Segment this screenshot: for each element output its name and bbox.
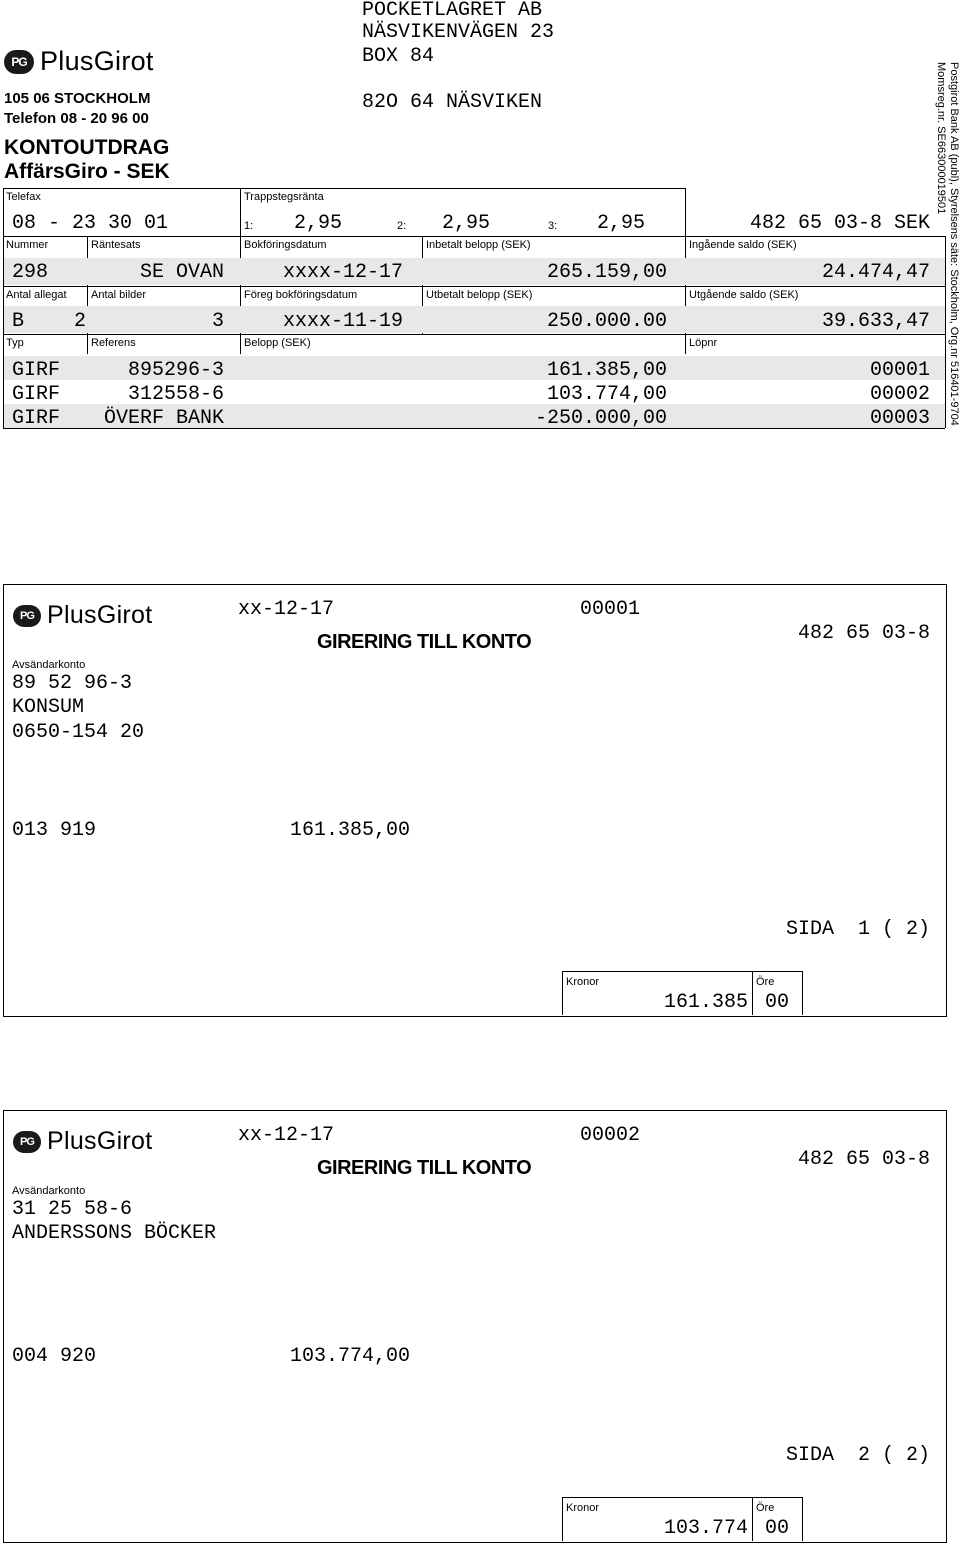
sender-line-2: ANDERSSONS BÖCKER (12, 1222, 217, 1245)
recipient-line-4: 82O 64 NÄSVIKEN (362, 91, 543, 114)
giro-slip (3, 584, 947, 1017)
vat-number-text: Momsreg.nr. SE663000019501 (935, 62, 947, 215)
rate-2-label: 2: (397, 220, 407, 232)
ore-value: 00 (765, 991, 790, 1014)
document-subtitle: AffärsGiro - SEK (4, 160, 170, 183)
kronor-label: Kronor (566, 976, 600, 988)
bokforingsdatum-label: Bokföringsdatum (244, 239, 327, 251)
sender-account-label: Avsändarkonto (12, 1185, 86, 1197)
logo-wordmark: PlusGirot (47, 601, 153, 629)
antal-allegat-label: Antal allegat (6, 289, 67, 301)
slip-lopnr: 00002 (580, 1124, 641, 1147)
rate-2-value: 2,95 (442, 212, 491, 235)
slip-page-number: SIDA 2 ( 2) (785, 1444, 930, 1467)
kronor-value: 161.385 (663, 991, 748, 1014)
utbetalt-label: Utbetalt belopp (SEK) (426, 289, 533, 301)
sender-line-1: 89 52 96-3 (12, 672, 133, 695)
transaction-amount: 161.385,00 (546, 359, 667, 382)
transaction-lopnr: 00003 (869, 407, 930, 430)
slip-code: 013 919 (12, 819, 97, 842)
trappstegsranta-label: Trappstegsränta (244, 191, 324, 203)
utgaende-saldo-label: Utgående saldo (SEK) (689, 289, 799, 301)
lopnr-label: Löpnr (689, 337, 718, 349)
pg-badge-icon: PG (4, 50, 34, 74)
giro-slip (3, 1110, 947, 1543)
recipient-line-3: BOX 84 (362, 45, 435, 68)
rate-3-label: 3: (548, 220, 558, 232)
slip-page-number: SIDA 1 ( 2) (785, 918, 930, 941)
kronor-label: Kronor (566, 1502, 600, 1514)
rate-1-label: 1: (244, 220, 254, 232)
slip-to-account: 482 65 03-8 (797, 622, 930, 645)
slip-heading: GIRERING TILL KONTO (317, 1157, 532, 1179)
slip-heading: GIRERING TILL KONTO (317, 631, 532, 653)
slip-date: xx-12-17 (238, 1124, 335, 1147)
rate-3-value: 2,95 (597, 212, 646, 235)
kronor-value: 103.774 (663, 1517, 748, 1540)
transaction-typ: GIRF (12, 407, 61, 430)
slip-code: 004 920 (12, 1345, 97, 1368)
plusgirot-logo (4, 46, 154, 77)
ore-value: 00 (765, 1517, 790, 1540)
telefax-value: 08 - 23 30 01 (12, 212, 169, 235)
pg-badge-icon: PG (13, 605, 41, 627)
transaction-ref: 312558-6 (127, 383, 224, 406)
bank-phone: Telefon 08 - 20 96 00 (4, 110, 149, 127)
utgaende-saldo-value: 39.633,47 (821, 310, 930, 333)
foreg-datum-value: xxxx-11-19 (283, 310, 404, 333)
slip-amount: 161.385,00 (290, 819, 411, 842)
transaction-lopnr: 00002 (869, 383, 930, 406)
pg-badge-icon: PG (13, 1131, 41, 1153)
inbetalt-label: Inbetalt belopp (SEK) (426, 239, 531, 251)
plusgirot-logo (13, 601, 153, 630)
ore-label: Öre (756, 1502, 775, 1514)
transaction-amount: -250.000,00 (534, 407, 667, 430)
rate-1-value: 2,95 (294, 212, 343, 235)
ingaende-saldo-value: 24.474,47 (821, 261, 930, 284)
referens-label: Referens (91, 337, 136, 349)
slip-lopnr: 00001 (580, 598, 641, 621)
utbetalt-value: 250.000.00 (546, 310, 667, 333)
ingaende-saldo-label: Ingående saldo (SEK) (689, 239, 797, 251)
slip-amount: 103.774,00 (290, 1345, 411, 1368)
transaction-ref: 895296-3 (127, 359, 224, 382)
foreg-datum-label: Föreg bokföringsdatum (244, 289, 358, 301)
bokforingsdatum-value: xxxx-12-17 (283, 261, 404, 284)
recipient-line-1: POCKETLAGRET AB (362, 0, 543, 22)
document-title: KONTOUTDRAG (4, 136, 170, 159)
plusgirot-logo (13, 1127, 153, 1156)
antal-bilder-label: Antal bilder (91, 289, 147, 301)
rantesats-label: Räntesats (91, 239, 141, 251)
transaction-lopnr: 00001 (869, 359, 930, 382)
logo-wordmark: PlusGirot (47, 1127, 153, 1155)
belopp-label: Belopp (SEK) (244, 337, 311, 349)
slip-to-account: 482 65 03-8 (797, 1148, 930, 1171)
slip-date: xx-12-17 (238, 598, 335, 621)
logo-wordmark: PlusGirot (40, 46, 154, 76)
antal-allegat-count: 2 (74, 310, 87, 333)
account-number: 482 65 03-8 SEK (749, 212, 930, 235)
rantesats-value: SE OVAN (139, 261, 224, 284)
sender-line-3: 0650-154 20 (12, 721, 145, 744)
transaction-ref: ÖVERF BANK (103, 407, 224, 430)
sender-line-1: 31 25 58-6 (12, 1198, 133, 1221)
telefax-label: Telefax (6, 191, 41, 203)
antal-bilder-value: 3 (212, 310, 225, 333)
transaction-typ: GIRF (12, 359, 61, 382)
bank-address: 105 06 STOCKHOLM (4, 90, 151, 107)
ore-label: Öre (756, 976, 775, 988)
sender-account-label: Avsändarkonto (12, 659, 86, 671)
transaction-amount: 103.774,00 (546, 383, 667, 406)
antal-allegat-value: B (12, 310, 25, 333)
sender-line-2: KONSUM (12, 696, 85, 719)
bank-legal-text: Postgirot Bank AB (publ), Styrelsens säte: Stockholm, Org.nr 516401-9704 (948, 62, 960, 426)
typ-label: Typ (6, 337, 24, 349)
recipient-line-2: NÄSVIKENVÄGEN 23 (362, 21, 555, 44)
nummer-label: Nummer (6, 239, 49, 251)
inbetalt-value: 265.159,00 (546, 261, 667, 284)
transaction-typ: GIRF (12, 383, 61, 406)
nummer-value: 298 (12, 261, 49, 284)
